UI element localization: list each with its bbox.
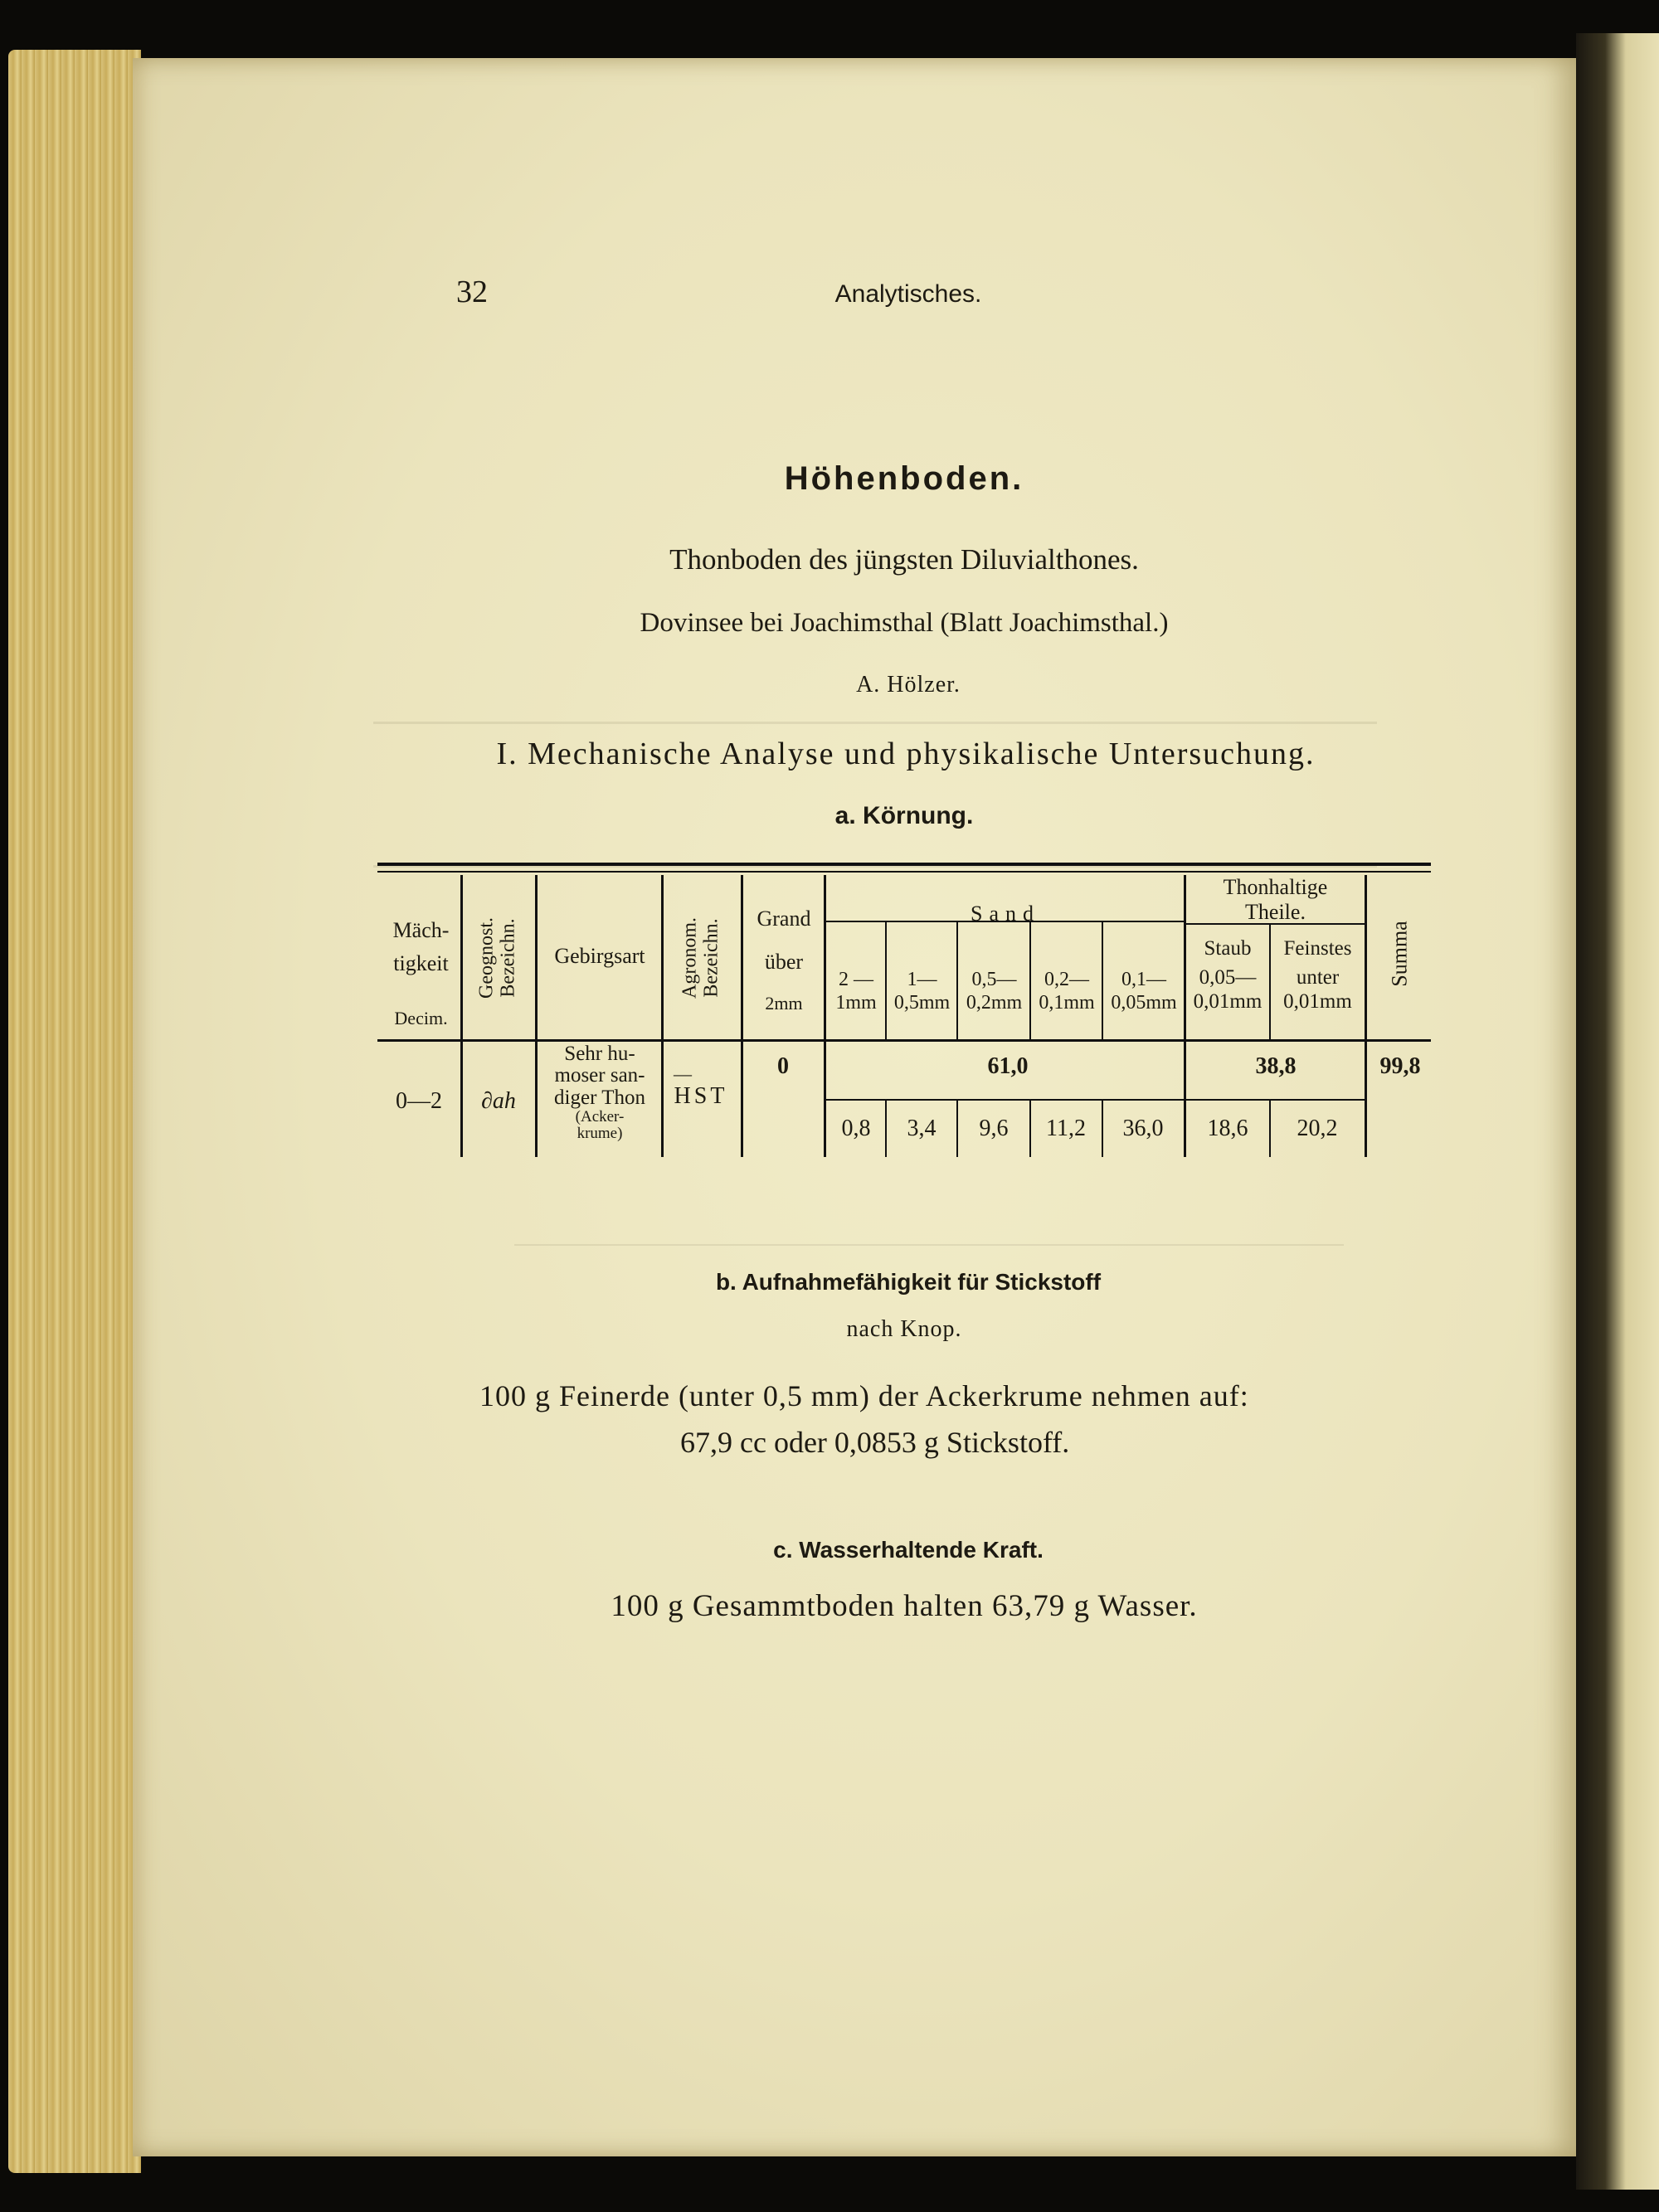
cell-feinstes: 20,2: [1297, 1116, 1338, 1141]
section-heading-c: c. Wasserhaltende Kraft.: [773, 1537, 1044, 1563]
header-sand-1-05: 1— 0,5mm: [893, 969, 951, 1014]
author-line: A. Hölzer.: [856, 672, 961, 698]
table-subdivider: [1102, 1099, 1103, 1157]
cell-summa: 99,8: [1379, 1053, 1421, 1079]
header-sand-02-01: 0,2— 0,1mm: [1039, 969, 1095, 1014]
header-feinstes: Feinstes unter 0,01mm: [1283, 937, 1352, 1013]
header-sand-01-005: 0,1— 0,05mm: [1111, 969, 1177, 1014]
table-subdivider: [885, 1099, 887, 1157]
cell-grand: 0: [777, 1053, 789, 1079]
paragraph-b-line-1: 100 g Feinerde (unter 0,5 mm) der Ackerkrume nehmen auf:: [479, 1379, 1249, 1412]
sand-values-rule: [825, 1099, 1184, 1101]
facing-page-edge: [1576, 33, 1659, 2190]
page-title: Höhenboden.: [784, 460, 1024, 497]
table-top-rule: [377, 863, 1431, 866]
book-page: [133, 58, 1576, 2156]
location-line: Dovinsee bei Joachimsthal (Blatt Joachimsthal.): [640, 608, 1169, 638]
header-decim: Decim.: [394, 1008, 448, 1028]
header-staub: Staub 0,05— 0,01mm: [1193, 937, 1262, 1013]
header-sand: Sand: [971, 902, 1040, 926]
header-sand-05-02: 0,5— 0,2mm: [966, 969, 1023, 1014]
page-number: 32: [456, 275, 488, 309]
cell-thon-total: 38,8: [1255, 1053, 1297, 1079]
section-heading-1: I. Mechanische Analyse und physikalische Untersuchung.: [496, 737, 1316, 771]
book-page-edges: [8, 50, 141, 2173]
table-divider: [460, 875, 463, 1157]
header-grand: Grand über 2mm: [757, 907, 811, 1014]
cell-sand-02-01: 11,2: [1046, 1116, 1086, 1141]
running-title: Analytisches.: [834, 280, 982, 308]
section-heading-a: a. Körnung.: [834, 802, 974, 829]
header-thon: Thonhaltige Theile.: [1223, 875, 1328, 924]
table-divider: [1365, 875, 1367, 1157]
table-subdivider: [1029, 1099, 1031, 1157]
thon-values-rule: [1186, 1099, 1365, 1101]
cell-maechtigkeit: 0—2: [396, 1088, 442, 1114]
cell-geognost: ∂ah: [481, 1088, 516, 1114]
header-maechtigkeit: Mäch- tigkeit: [392, 918, 450, 975]
subtitle: Thonboden des jüngsten Diluvialthones.: [669, 543, 1139, 576]
bleed-through-rule: [514, 1244, 1344, 1246]
header-summa: Summa: [1387, 921, 1412, 987]
cell-agronom-mark: —: [674, 1063, 692, 1084]
cell-sand-05-02: 9,6: [979, 1116, 1009, 1141]
header-sand-2-1: 2 — 1mm: [835, 969, 877, 1014]
table-subdivider: [1269, 1099, 1271, 1157]
table-top-rule-thin: [377, 871, 1431, 873]
paragraph-c: 100 g Gesammtboden halten 63,79 g Wasser.: [611, 1589, 1198, 1623]
header-agronom: Agronom. Bezeichn.: [679, 917, 722, 999]
cell-agronom: HST: [674, 1083, 728, 1109]
table-subdivider: [956, 1099, 958, 1157]
cell-sand-total: 61,0: [987, 1053, 1029, 1079]
cell-gebirgsart: Sehr hu- moser san- diger Thon (Acker- krume): [554, 1043, 645, 1142]
section-heading-b: b. Aufnahmefähigkeit für Stickstoff: [715, 1269, 1102, 1295]
cell-sand-01-005: 36,0: [1122, 1116, 1164, 1141]
cell-sand-2-1: 0,8: [841, 1116, 871, 1141]
paragraph-b-line-2: 67,9 cc oder 0,0853 g Stickstoff.: [680, 1426, 1070, 1459]
header-gebirgsart: Gebirgsart: [554, 944, 645, 968]
header-geognost: Geognost. Bezeichn.: [475, 917, 519, 999]
section-b-subtitle: nach Knop.: [846, 1316, 962, 1342]
cell-staub: 18,6: [1207, 1116, 1248, 1141]
cell-sand-1-05: 3,4: [907, 1116, 937, 1141]
